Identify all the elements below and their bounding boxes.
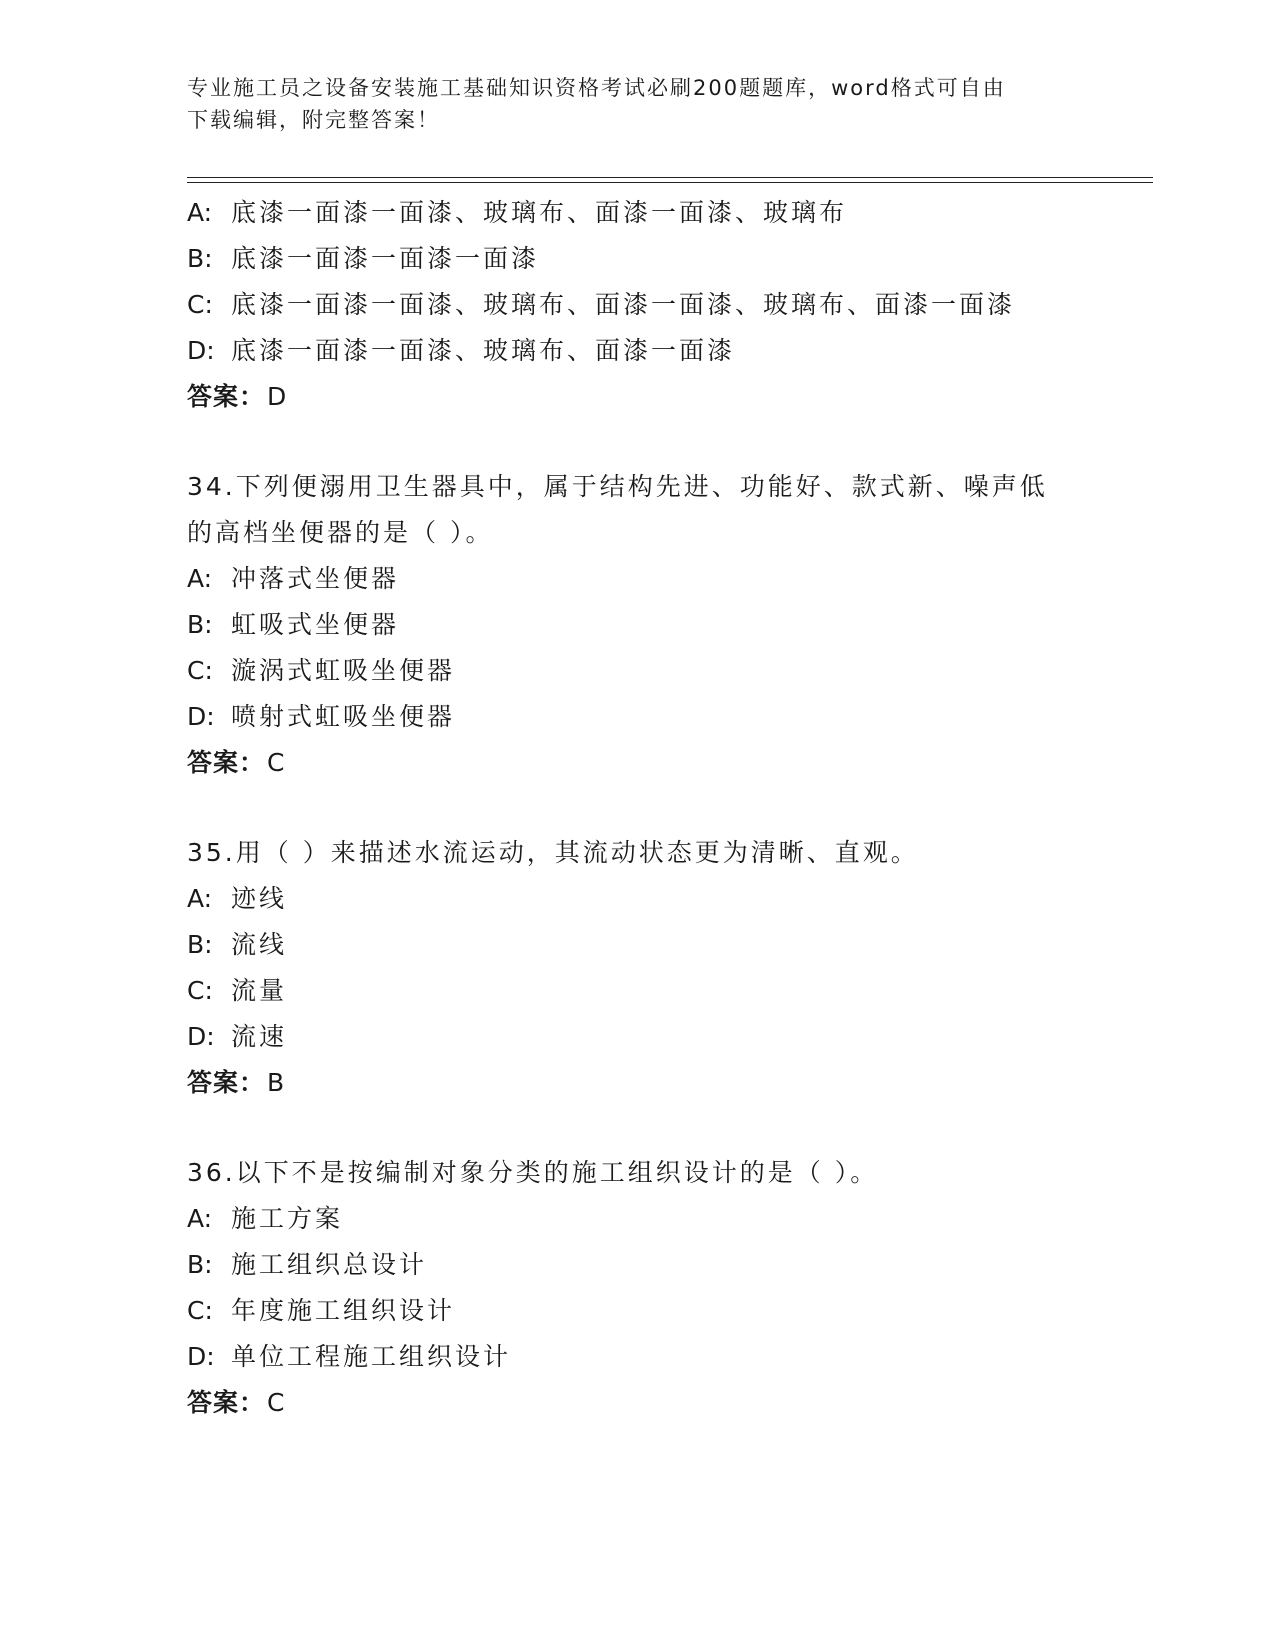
question-stem: 34.下列便溺用卫生器具中，属于结构先进、功能好、款式新、噪声低 (187, 472, 1048, 501)
option-letter: D: (187, 336, 215, 365)
option-letter: D: (187, 1022, 215, 1051)
question-stem: 35.用（ ）来描述水流运动，其流动状态更为清晰、直观。 (187, 838, 919, 867)
option-text: 底漆一面漆一面漆一面漆 (231, 244, 540, 273)
answer-line (187, 1380, 1107, 1426)
option-text: 底漆一面漆一面漆、玻璃布、面漆一面漆、玻璃布、面漆一面漆 (231, 290, 1016, 319)
option-d (187, 328, 1107, 374)
option-d (187, 1334, 1107, 1380)
question-36 (187, 1150, 1107, 1426)
answer-value: B (267, 1068, 286, 1097)
option-letter: C: (187, 976, 213, 1005)
answer-value: C (267, 1388, 286, 1417)
option-text: 年度施工组织设计 (231, 1296, 456, 1325)
option-d (187, 694, 1107, 740)
answer-line (187, 374, 1107, 420)
answer-value: C (267, 748, 286, 777)
option-letter: A: (187, 198, 213, 227)
option-c (187, 648, 1107, 694)
option-letter: A: (187, 1204, 213, 1233)
option-letter: A: (187, 884, 213, 913)
option-text: 流速 (231, 1022, 288, 1051)
option-a (187, 1196, 1107, 1242)
answer-label: 答案： (187, 382, 266, 411)
option-letter: B: (187, 1250, 213, 1279)
answer-label: 答案： (187, 748, 266, 777)
option-text: 底漆一面漆一面漆、玻璃布、面漆一面漆、玻璃布 (231, 198, 848, 227)
option-letter: C: (187, 656, 213, 685)
option-text: 施工方案 (231, 1204, 344, 1233)
option-d (187, 1014, 1107, 1060)
option-letter: D: (187, 702, 215, 731)
question-33 (187, 190, 1107, 420)
question-list (187, 190, 1107, 1426)
option-c (187, 1288, 1107, 1334)
option-text: 施工组织总设计 (231, 1250, 428, 1279)
option-a (187, 876, 1107, 922)
question-34 (187, 464, 1107, 786)
option-letter: B: (187, 244, 213, 273)
header-divider-bottom (187, 182, 1153, 183)
option-text: 底漆一面漆一面漆、玻璃布、面漆一面漆 (231, 336, 736, 365)
option-letter: A: (187, 564, 213, 593)
header-line-2: 下载编辑，附完整答案！ (187, 108, 440, 132)
option-a (187, 190, 1107, 236)
option-b (187, 236, 1107, 282)
header-line-1: 专业施工员之设备安装施工基础知识资格考试必刷200题题库，word格式可自由 (187, 76, 1006, 100)
question-stem-continued: 的高档坐便器的是（ ）。 (187, 518, 494, 547)
header-divider-top (187, 177, 1153, 178)
answer-label: 答案： (187, 1068, 266, 1097)
option-text: 冲落式坐便器 (231, 564, 400, 593)
option-text: 虹吸式坐便器 (231, 610, 400, 639)
answer-label: 答案： (187, 1388, 266, 1417)
option-c (187, 968, 1107, 1014)
option-a (187, 556, 1107, 602)
option-text: 流线 (231, 930, 288, 959)
option-letter: C: (187, 290, 213, 319)
option-text: 迹线 (231, 884, 288, 913)
option-text: 流量 (231, 976, 288, 1005)
option-text: 漩涡式虹吸坐便器 (231, 656, 456, 685)
option-b (187, 922, 1107, 968)
option-b (187, 602, 1107, 648)
option-letter: C: (187, 1296, 213, 1325)
option-text: 单位工程施工组织设计 (231, 1342, 512, 1371)
question-35 (187, 830, 1107, 1106)
answer-line (187, 740, 1107, 786)
answer-line (187, 1060, 1107, 1106)
option-c (187, 282, 1107, 328)
option-letter: B: (187, 930, 213, 959)
option-letter: B: (187, 610, 213, 639)
question-stem: 36.以下不是按编制对象分类的施工组织设计的是（ ）。 (187, 1158, 879, 1187)
option-text: 喷射式虹吸坐便器 (231, 702, 456, 731)
option-b (187, 1242, 1107, 1288)
answer-value: D (267, 382, 288, 411)
document-header (187, 72, 1087, 136)
option-letter: D: (187, 1342, 215, 1371)
